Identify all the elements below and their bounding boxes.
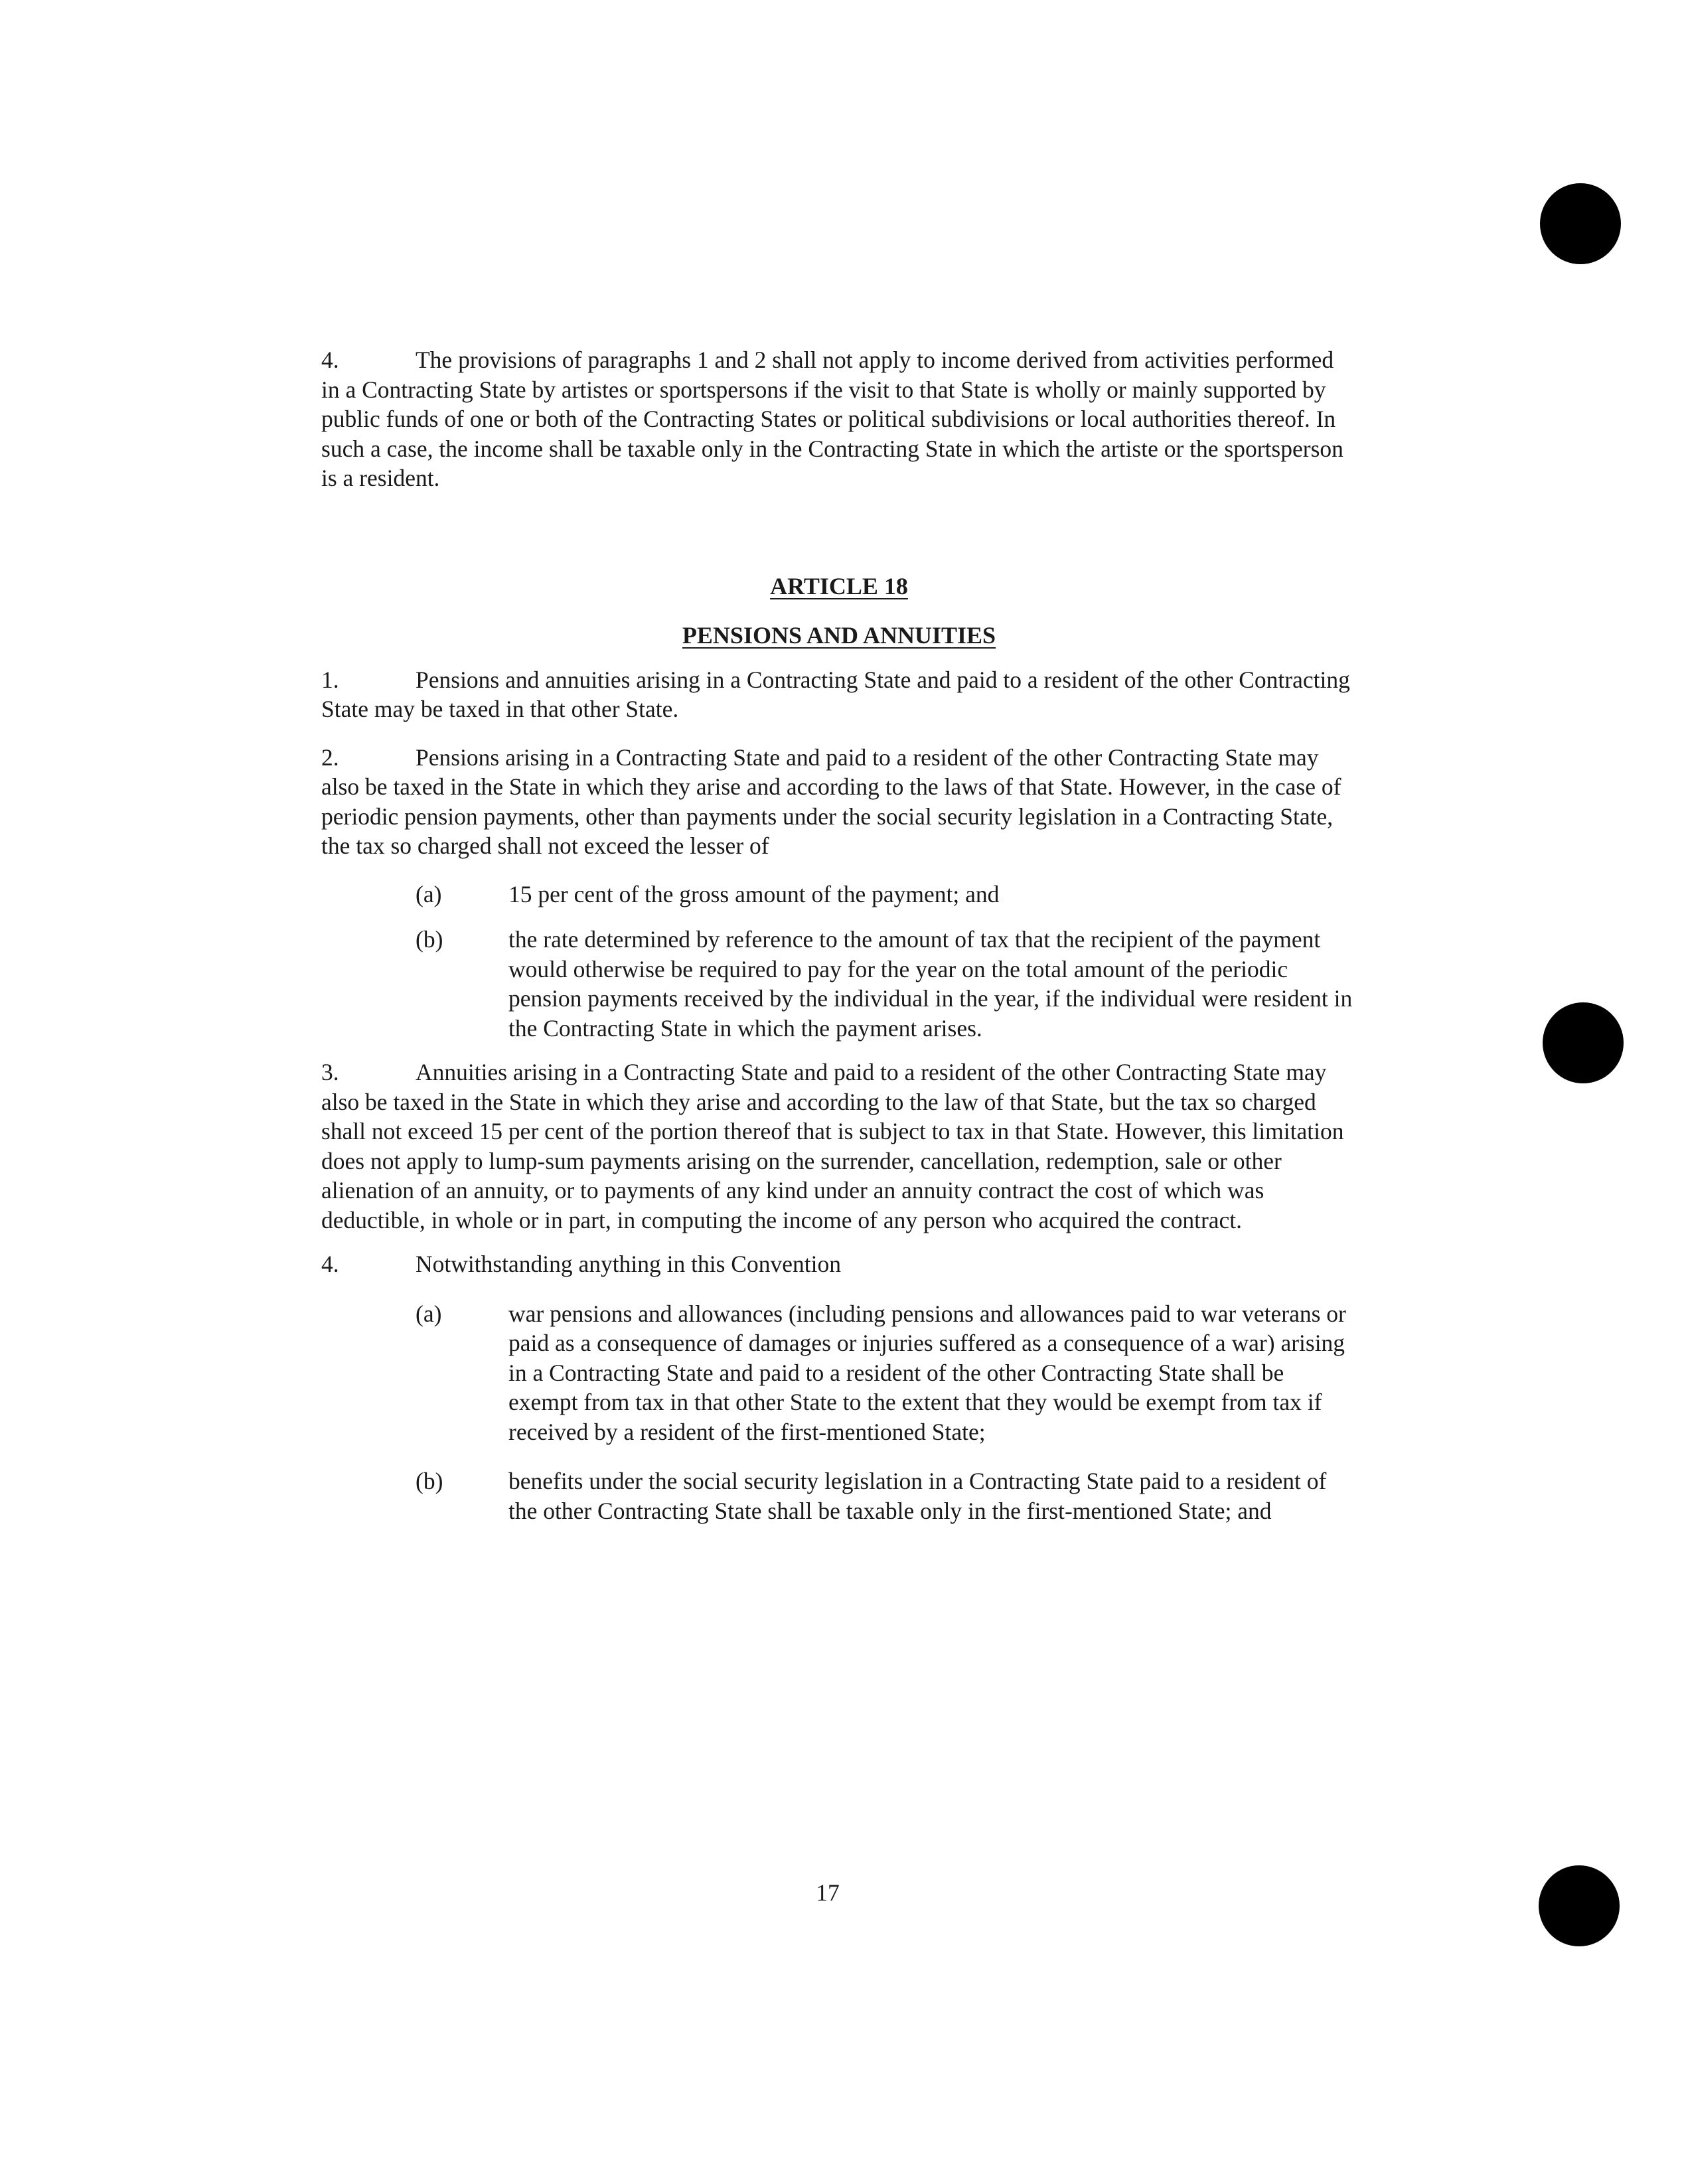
page-number: 17 [816, 1879, 840, 1906]
paragraph-2 [321, 743, 1357, 861]
item-label: (a) [416, 880, 442, 907]
paragraph-2-item-b [321, 925, 1357, 1043]
paragraph-text: Pensions and annuities arising in a Contracting State and paid to a resident of the other Contracting State may be taxed in that other State. [321, 666, 1350, 722]
punch-hole-top [1540, 183, 1621, 264]
article-heading [321, 572, 1357, 651]
item-label: (b) [416, 926, 443, 953]
paragraph-4-item-b [321, 1466, 1357, 1525]
paragraph-text: The provisions of paragraphs 1 and 2 shall not apply to income derived from activities performed in a Contracting State by artistes or sportspersons if the visit to that State is wholly or mainly supported by public funds of one or both of the Contracting States or political subdivisions or local authorities thereof. In such a case, the income shall be taxable only in the Contracting State in which the artiste or the sportsperson is a resident. [321, 347, 1343, 491]
paragraph-4-item-a [321, 1299, 1357, 1447]
paragraph-number: 2. [321, 743, 339, 771]
paragraph-2-item-a [321, 880, 1357, 909]
paragraph-text: Pensions arising in a Contracting State and paid to a resident of the other Contracting State may also be taxed in the State in which they arise and according to the laws of that State. However, in the case of periodic pension payments, other than payments under the social security legislation in a Contracting State, the tax so charged shall not exceed the lesser of [321, 743, 1341, 859]
item-text: the rate determined by reference to the amount of tax that the recipient of the payment would otherwise be required to pay for the year on the total amount of the periodic pension payments received by the individual in the year, if the individual were resident in the Contracting State in which the payment arises. [508, 926, 1353, 1042]
paragraph-text: Annuities arising in a Contracting State and paid to a resident of the other Contracting State may also be taxed in the State in which they arise and according to the law of that State, but the tax so charged shall not exceed 15 per cent of the portion thereof that is subject to tax in that State. However, this limitation does not apply to lump-sum payments arising on the surrender, cancellation, redemption, sale or other alienation of an annuity, or to payments of any kind under an annuity contract the cost of which was deductible, in whole or in part, in computing the income of any person who acquired the contract. [321, 1059, 1344, 1233]
paragraph-number: 3. [321, 1059, 339, 1085]
item-text: 15 per cent of the gross amount of the payment; and [508, 880, 1000, 907]
item-label: (b) [416, 1468, 443, 1494]
paragraph-3 [321, 1057, 1357, 1235]
paragraph-1 [321, 665, 1357, 724]
paragraph-4 [321, 1249, 1357, 1279]
paragraph-article17-4 [321, 345, 1357, 493]
document-body [321, 345, 1357, 1525]
paragraph-number: 4. [321, 347, 339, 373]
article-subtitle: PENSIONS AND ANNUITIES [682, 622, 996, 649]
item-label: (a) [416, 1300, 442, 1327]
paragraph-text: Notwithstanding anything in this Convention [416, 1251, 841, 1277]
paragraph-number: 4. [321, 1251, 339, 1277]
punch-hole-middle [1543, 1002, 1624, 1083]
item-text: benefits under the social security legislation in a Contracting State paid to a resident of the other Contracting State shall be taxable only in the first-mentioned State; and [508, 1468, 1327, 1524]
article-title: ARTICLE 18 [770, 572, 908, 599]
item-text: war pensions and allowances (including pensions and allowances paid to war veterans or paid as a consequence of damages or injuries suffered as a consequence of a war) arising in a Contracting State and paid to a resident of the other Contracting State shall be exempt from tax in that other State to the extent that they would be exempt from tax if received by a resident of the first-mentioned State; [508, 1300, 1346, 1445]
paragraph-number: 1. [321, 666, 339, 693]
